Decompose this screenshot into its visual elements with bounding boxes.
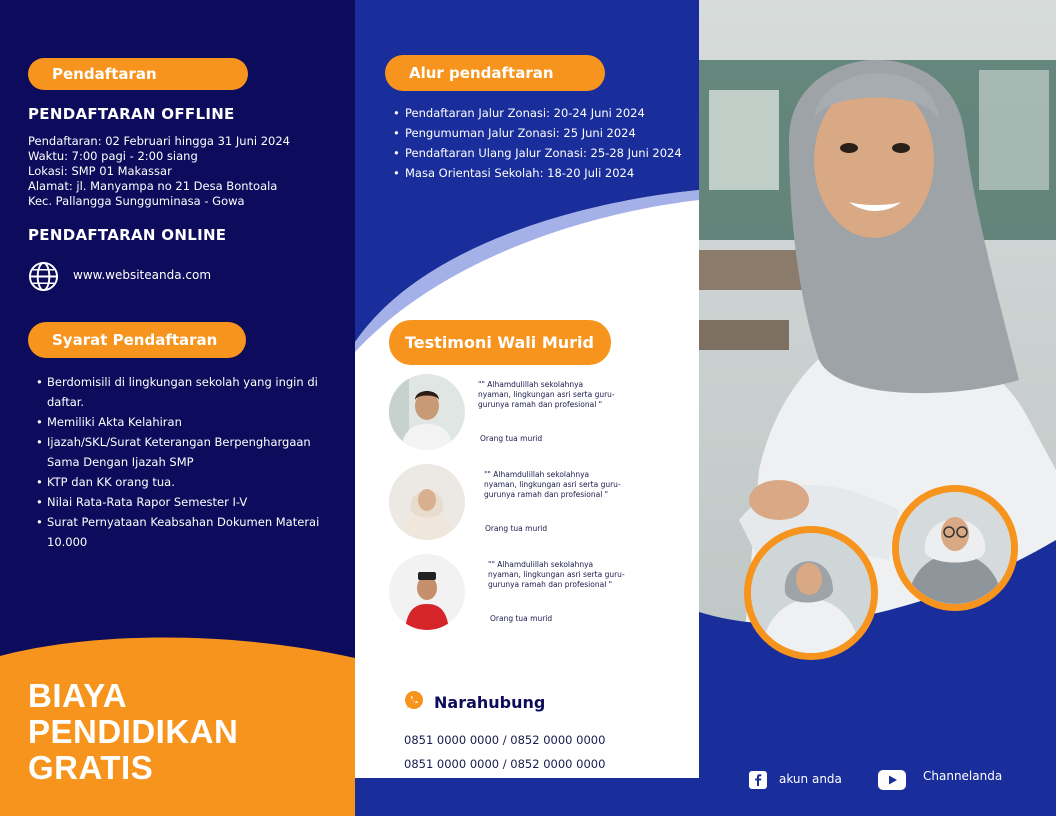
middle-panel bbox=[355, 0, 699, 816]
list-item: • KTP dan KK orang tua. bbox=[36, 472, 336, 492]
testimonial-author: Orang tua murid bbox=[485, 524, 548, 533]
flow-list bbox=[393, 103, 699, 183]
whatsapp-icon bbox=[404, 690, 424, 710]
list-item: • Berdomisili di lingkungan sekolah yang ingin di daftar. bbox=[36, 372, 336, 412]
list-item: • Pendaftaran Jalur Zonasi: 20-24 Juni 2024 bbox=[393, 103, 699, 123]
offline-location: Lokasi: SMP 01 Makassar bbox=[28, 164, 172, 178]
facebook-account[interactable]: akun anda bbox=[779, 772, 842, 786]
registration-label: Pendaftaran bbox=[28, 58, 248, 90]
free-tuition-heading bbox=[28, 678, 238, 786]
offline-time: Waktu: 7:00 pagi - 2:00 siang bbox=[28, 149, 198, 163]
parent-photo-icon bbox=[389, 554, 465, 630]
parent-photo-icon bbox=[389, 374, 465, 450]
list-item: • Pengumuman Jalur Zonasi: 25 Juni 2024 bbox=[393, 123, 699, 143]
list-item: • Memiliki Akta Kelahiran bbox=[36, 412, 336, 432]
list-item: • Nilai Rata-Rata Rapor Semester I-V bbox=[36, 492, 336, 512]
student-circle-photo bbox=[892, 485, 1018, 611]
contact-title: Narahubung bbox=[434, 693, 546, 712]
avatar bbox=[389, 374, 465, 450]
phone-number: 0851 0000 0000 / 0852 0000 0000 bbox=[404, 733, 606, 747]
youtube-icon bbox=[878, 770, 906, 790]
offline-registration-title: PENDAFTARAN OFFLINE bbox=[28, 105, 235, 123]
testimonial-card bbox=[355, 554, 699, 634]
offline-info bbox=[28, 134, 290, 209]
student-photo bbox=[699, 0, 1056, 816]
youtube-channel[interactable]: Channelanda bbox=[923, 769, 1003, 783]
student-writing-icon bbox=[751, 533, 871, 653]
list-item: • Masa Orientasi Sekolah: 18-20 Juli 2024 bbox=[393, 163, 699, 183]
requirements-label: Syarat Pendaftaran bbox=[28, 322, 246, 358]
list-item: • Ijazah/SKL/Surat Keterangan Berpenghargaan Sama Dengan Ijazah SMP bbox=[36, 432, 336, 472]
offline-district: Kec. Pallangga Sungguminasa - Gowa bbox=[28, 194, 245, 208]
testimonial-quote: "" Alhamdulillah sekolahnya nyaman, lingkungan asri serta guru-gurunya ramah dan profesional " bbox=[478, 380, 615, 409]
testimonial-card bbox=[355, 464, 699, 544]
requirements-list bbox=[36, 372, 336, 552]
student-circle-photo bbox=[744, 526, 878, 660]
right-panel bbox=[699, 0, 1056, 816]
offline-date: Pendaftaran: 02 Februari hingga 31 Juni 2024 bbox=[28, 134, 290, 148]
offline-address: Alamat: jl. Manyampa no 21 Desa Bontoala bbox=[28, 179, 278, 193]
facebook-icon bbox=[749, 771, 767, 789]
testimonial-quote: "" Alhamdulillah sekolahnya nyaman, lingkungan asri serta guru-gurunya ramah dan profesional " bbox=[484, 470, 621, 499]
avatar bbox=[389, 554, 465, 630]
bottom-bar bbox=[355, 778, 699, 816]
parent-photo-icon bbox=[389, 464, 465, 540]
heading-line: PENDIDIKAN bbox=[28, 713, 239, 750]
website-link[interactable]: www.websiteanda.com bbox=[73, 268, 212, 282]
online-registration-title: PENDAFTARAN ONLINE bbox=[28, 226, 227, 244]
testimonial-quote: "" Alhamdulillah sekolahnya nyaman, lingkungan asri serta guru-gurunya ramah dan profesional " bbox=[488, 560, 625, 589]
student-glasses-icon bbox=[899, 492, 1011, 604]
heading-line: GRATIS bbox=[28, 749, 154, 786]
flow-label: Alur pendaftaran bbox=[385, 55, 605, 91]
testimonial-author: Orang tua murid bbox=[490, 614, 553, 623]
list-item: • Pendaftaran Ulang Jalur Zonasi: 25-28 Juni 2024 bbox=[393, 143, 699, 163]
testimonial-author: Orang tua murid bbox=[480, 434, 543, 443]
left-panel bbox=[0, 0, 355, 816]
testimonial-card bbox=[355, 374, 699, 454]
globe-icon bbox=[28, 261, 59, 292]
phone-number: 0851 0000 0000 / 0852 0000 0000 bbox=[404, 757, 606, 771]
list-item: • Surat Pernyataan Keabsahan Dokumen Materai 10.000 bbox=[36, 512, 336, 552]
heading-line: BIAYA bbox=[28, 677, 128, 714]
testimonial-label: Testimoni Wali Murid bbox=[389, 320, 611, 365]
avatar bbox=[389, 464, 465, 540]
